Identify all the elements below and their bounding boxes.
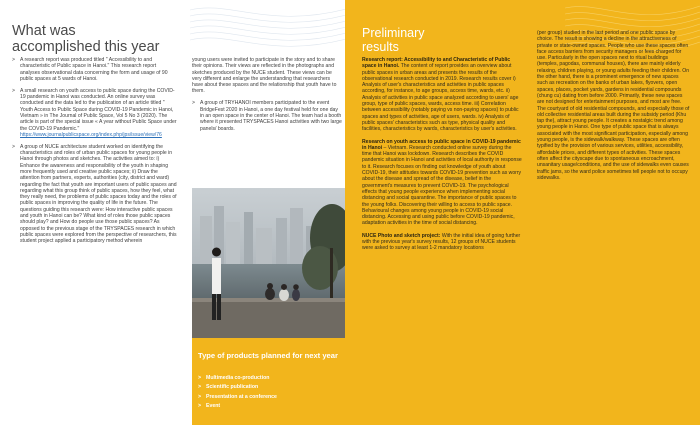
paragraph-continued: (per group) studied in the last period and one public space by choice. The result is showing a decline in the attractiveness of private or state-owned spaces. People who use these spaces often face access barriers from security managers or fees charged for use. Particularly in the open spaces next to ritual buildings (temples, pagodas, communal houses), there are mainly elderly relaxing, children playing, or young adults feeding their children. On the other hand, there is a prominent emergence of new spaces such as recreation on the banks of urban lakes, flyovers, open spaces, places, pocket yards, gardens in residential compounds (chung cu) dating from before 2000. Primarily, these new spaces are not designed for entertainment purposes, and most are free. The courtyard of old residential compounds, and especially those of old collective residential areas built during the subsidy period (Khu tap the), attract young people. It creates a nostalgic trend among young people in Hanoi. One type of public space that is always associated with the most significant participation, especially among young people, is the sidewalk/walkway. These spaces are often typified by the provision of various services, utilities, accessibility, affordable prices, and different types of activities. These spaces often affect the cityscape due to spontaneous encroachment, unsanitary usage/conditions, and the use of sidewalks even causes traffic jams, so the ward police sometimes tell people not to occupy sidewalks. [537, 30, 690, 181]
section-title [362, 27, 502, 54]
paragraph-continued: young users were invited to participate in the story and to share their opinions. Their views are reflected in the photographs and sketches produced by the NUCE student. These views can be very different and enlarge the understanding that researchers have about these spaces and the relationship that youth have to them. [192, 57, 337, 95]
list-item: > A group of TRYHANOI members participated to the event BridgeFest 2020 in Hanoi, a one day festival held for one day in an open space in the center of Hanoi. The team had a booth where it presented TRYSPACES Hanoi activities with two large panels/ boards. [192, 100, 342, 132]
chevron-right-icon: > [198, 384, 202, 391]
chevron-right-icon: > [192, 100, 195, 107]
paragraph: Research on youth access to public space in COVID-19 pandemic in Hanoi – Vietnam. Research conducted online survey during the time that Hanoi was lockdown. Research describes the COVID pandemic situation in Hanoi and activities of local authority in response to it. Research focuses on finding out knowledge of youth about COVID-19, their attitudes towards COVID-19 prevention such as worry about the disease and spread of the disease, belief in the government's measures to prevent COVID-19. The psychological effects that young people experience when implementing social distancing and social quarantine. The importance of public spaces to the young folks. Discovering their willing to access to public space. Behavioural changes among young people in COVID-19 social distancing. Accessing and using public before COVID-19 pandemic, adaptation activities in the time of social distancing. [362, 138, 522, 227]
journal-link[interactable]: https://www.journalpublicspace.org/index.php/jps/issue/view/76 [20, 131, 162, 138]
title-line-1: What was [12, 23, 76, 39]
list-item: > Multimedia co-production [198, 374, 338, 383]
list-item: > Presentation at a conference [198, 393, 338, 402]
left-page [0, 0, 345, 425]
photo-youth-by-lake [192, 188, 345, 338]
list-item: > Scientific publication [198, 383, 338, 392]
list-item: > Event [198, 402, 338, 411]
page-title [12, 23, 212, 55]
chevron-right-icon: > [198, 375, 202, 381]
chevron-right-icon: > [12, 57, 15, 63]
chevron-right-icon: > [198, 393, 202, 400]
chevron-right-icon: > [12, 143, 15, 150]
left-column-a [12, 57, 177, 250]
left-column-b [192, 57, 342, 137]
chevron-right-icon: > [12, 87, 15, 94]
chevron-right-icon: > [198, 402, 202, 409]
callout-title: Type of products planned for next year [198, 351, 338, 360]
planned-products-callout [192, 338, 345, 425]
list-item: > A group of NUCE architecture student worked on identifying the characteristics and roles of urban public spaces for young people in Hanoi through photos and sketches. The activities aimed to: i) Enhance the awareness and responsibility of the youth in shaping more frequently used and creative public spaces; ii) Draw the attention from partners, experts, authorities (city, district and ward) regarding the fact that youth are important users of public spaces and regarding what this group think of public spaces, how they feel, what they really need, the problems of public spaces today and the roles of public spaces in improving the quality of life in the future. The questions guiding this research were: How interactive public spaces and youth in Hanoi can be? What kind of roles those public spaces should play? and How do people use those public spaces? As opposed to the previous stage of the TRYSPACES research in which public spaces were explored from the perspective of researchers, this student project applied a participatory method wherein [12, 143, 177, 245]
right-page [345, 0, 700, 425]
callout-list [198, 374, 338, 411]
right-column-b [537, 30, 690, 187]
paragraph: Research report: Accessibility to and Characteristic of Public space in Hanoi. The content of report provides an overview about public spaces in urban areas and presents the results of the observational research conducted in 2019. Research results cover i) Analysis of user's characteristics and activities in public spaces according, for instance, to age groups, access time, wards, etc. ii) Analysis of activities in public space analyzed according to users' age group, type of public spaces, wards, access time. iii) Correlation between accessibility (notably paying vs non-paying spaces) to public spaces and types of activities, age of users, wards. iv) Analysis of public spaces' characteristics such as type, physical quality and facilities, characteristics by wards, characteristics by user's activities. [362, 57, 519, 133]
decorative-wave-lines-icon [190, 0, 345, 60]
title-line-2: accomplished this year [12, 39, 160, 55]
right-column-a [362, 57, 522, 258]
title-line-2: results [362, 39, 399, 54]
list-item: > A research report was produced titled " Accessibility to and characteristic of Public space in Hanoi." This research report analyses observational data concerning the form and usage of 90 public spaces at 5 wards of Hanoi. [12, 57, 168, 82]
paragraph: NUCE Photo and sketch project: With the initial idea of going further with the previous year's survey results, 12 groups of NUCE students were asked to survey at least 1-2 mandatory locations [362, 232, 521, 252]
list-item: > A small research on youth access to public space during the COVID-19 pandemic in Hanoi was conducted. An online survey was conducted and the data led to the publication of an article titled " Youth Access to Public Space during COVID-19 Pandemic in Hanoi, Vietnam » in The Journal of Public Space, Vol 5 No 3 (2020). The article is part of the special issue « A year without Public Space under the COVID-19 Pandemic." https://www.journalpublicspace.org/index.php/jps/issue/view/76 [12, 87, 177, 138]
title-line-1: Preliminary [362, 26, 425, 40]
